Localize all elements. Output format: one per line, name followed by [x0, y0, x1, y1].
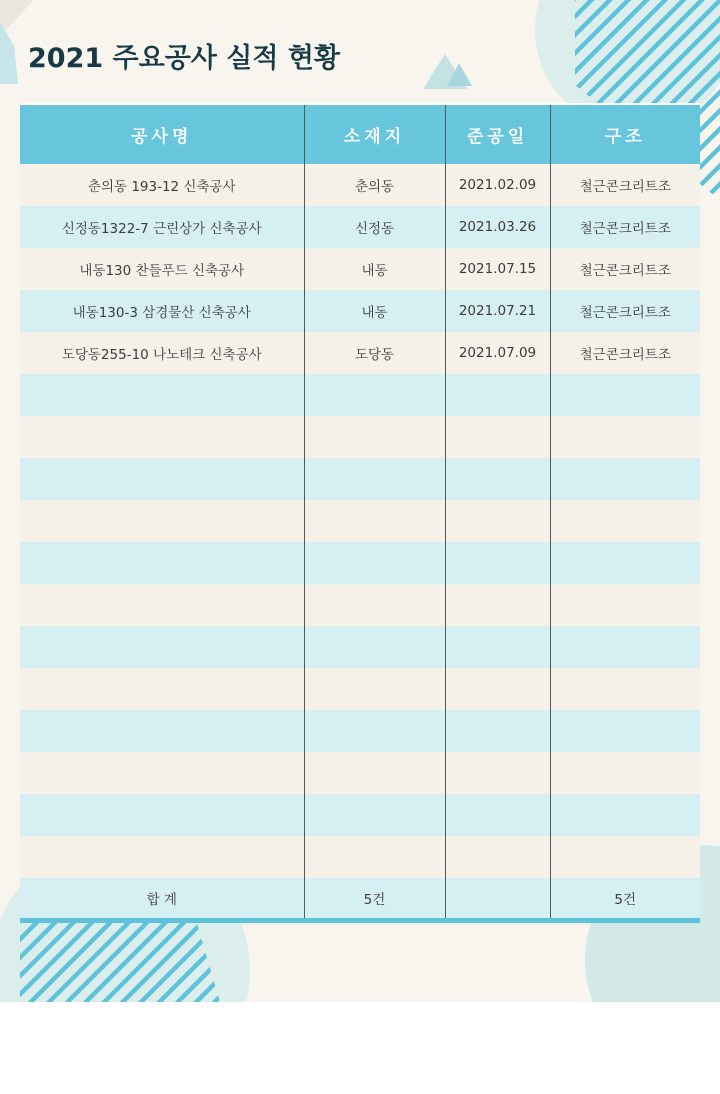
table-row [20, 626, 700, 668]
cell-project: 신정동1322-7 근린상가 신축공사 [20, 206, 304, 248]
table-row [20, 164, 700, 206]
cell-location: 도당동 [304, 332, 445, 374]
cell-completion-date: 2021.02.09 [445, 164, 550, 206]
cell-project [20, 794, 304, 836]
cell-project [20, 374, 304, 416]
cell-structure: 철근콘크리트조 [550, 206, 700, 248]
cell-location: 신정동 [304, 206, 445, 248]
cell-structure [550, 710, 700, 752]
table-row [20, 542, 700, 584]
cell-completion-date [445, 416, 550, 458]
table-row [20, 248, 700, 290]
cell-location [304, 752, 445, 794]
cell-completion-date [445, 710, 550, 752]
cell-structure: 철근콘크리트조 [550, 248, 700, 290]
table-row [20, 458, 700, 500]
table-row [20, 332, 700, 374]
cell-completion-date [445, 458, 550, 500]
cell-location [304, 458, 445, 500]
cell-structure [550, 752, 700, 794]
cell-structure [550, 584, 700, 626]
cell-location [304, 584, 445, 626]
cell-project: 춘의동 193-12 신축공사 [20, 164, 304, 206]
cell-location [304, 374, 445, 416]
page-title: 2021 주요공사 실적 현황 [28, 43, 341, 74]
total-location-count: 5건 [304, 878, 445, 921]
cell-completion-date [445, 374, 550, 416]
column-header-location: 소재지 [304, 104, 445, 164]
table-row [20, 290, 700, 332]
cell-project [20, 752, 304, 794]
column-header-completion-date: 준공일 [445, 104, 550, 164]
cell-completion-date [445, 542, 550, 584]
cell-project: 내동130-3 삼경물산 신축공사 [20, 290, 304, 332]
cell-completion-date: 2021.03.26 [445, 206, 550, 248]
table-row [20, 794, 700, 836]
table-row [20, 374, 700, 416]
cell-structure [550, 416, 700, 458]
cell-structure [550, 836, 700, 878]
cell-location [304, 836, 445, 878]
cell-completion-date [445, 500, 550, 542]
cell-completion-date [445, 584, 550, 626]
cell-project [20, 542, 304, 584]
cell-location [304, 626, 445, 668]
cell-completion-date [445, 794, 550, 836]
cell-location [304, 794, 445, 836]
column-header-structure: 구조 [550, 104, 700, 164]
table-row [20, 584, 700, 626]
cell-location [304, 710, 445, 752]
cell-structure: 철근콘크리트조 [550, 164, 700, 206]
cell-structure [550, 458, 700, 500]
table-row [20, 416, 700, 458]
table-row [20, 500, 700, 542]
total-structure-count: 5건 [550, 878, 700, 921]
cell-structure: 철근콘크리트조 [550, 332, 700, 374]
cell-project [20, 710, 304, 752]
table-row [20, 668, 700, 710]
cell-completion-date [445, 668, 550, 710]
cell-project [20, 584, 304, 626]
cell-location: 내동 [304, 248, 445, 290]
cell-project: 도당동255-10 나노테크 신축공사 [20, 332, 304, 374]
table-row [20, 206, 700, 248]
cell-project: 내동130 찬들푸드 신축공사 [20, 248, 304, 290]
cell-project [20, 626, 304, 668]
column-header-project: 공사명 [20, 104, 304, 164]
cell-project [20, 500, 304, 542]
cell-location: 춘의동 [304, 164, 445, 206]
cell-completion-date [445, 836, 550, 878]
cell-completion-date: 2021.07.09 [445, 332, 550, 374]
cell-structure [550, 794, 700, 836]
cell-structure [550, 374, 700, 416]
cell-structure [550, 542, 700, 584]
table-header-row [20, 104, 700, 164]
cell-structure [550, 668, 700, 710]
table-row [20, 710, 700, 752]
total-row [20, 878, 700, 921]
cell-completion-date: 2021.07.15 [445, 248, 550, 290]
cell-location [304, 416, 445, 458]
teal-triangle-shape [0, 22, 18, 84]
cell-location [304, 542, 445, 584]
cell-project [20, 836, 304, 878]
cell-project [20, 458, 304, 500]
cell-structure [550, 500, 700, 542]
table-row [20, 752, 700, 794]
corner-triangle-shape [0, 0, 34, 36]
cell-completion-date: 2021.07.21 [445, 290, 550, 332]
cell-project [20, 668, 304, 710]
table-row [20, 836, 700, 878]
performance-table [20, 103, 700, 923]
cell-project [20, 416, 304, 458]
cell-location [304, 500, 445, 542]
cell-completion-date [445, 626, 550, 668]
cell-completion-date [445, 752, 550, 794]
cell-location: 내동 [304, 290, 445, 332]
cell-location [304, 668, 445, 710]
cell-structure: 철근콘크리트조 [550, 290, 700, 332]
cell-structure [550, 626, 700, 668]
total-label: 합 계 [20, 878, 304, 921]
total-completion [445, 878, 550, 921]
